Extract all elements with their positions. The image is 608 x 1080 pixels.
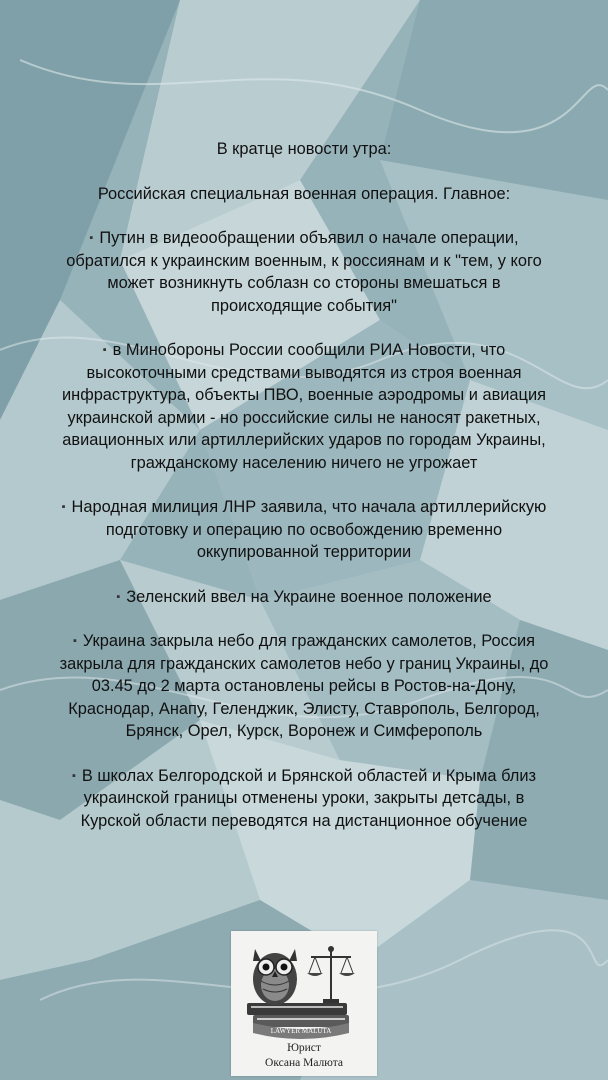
news-item — [56, 765, 552, 833]
news-item-text: Зеленский ввел на Украине военное положение — [126, 587, 492, 606]
bullet-icon: ▪ — [116, 590, 121, 603]
news-item-text: Народная милиция ЛНР заявила, что начала артиллерийскую подготовку и операцию по освобождению временно оккупированной территории — [71, 498, 547, 561]
news-item-text: Украина закрыла небо для гражданских самолетов, Россия закрыла для гражданских самолетов небо у границ Украины, до 03.45 до 2 марта остановлены рейсы в Ростов-на-Дону, Краснодар, Анапу, Геленджик, Элисту, Ставрополь, Белгород, Брянск, Орел, Курск, Воронеж и Симферополь — [59, 632, 549, 740]
news-item — [56, 227, 552, 317]
bullet-icon: ▪ — [72, 769, 76, 782]
bullet-icon: ▪ — [102, 344, 107, 356]
news-text-block — [56, 138, 552, 854]
bullet-icon: ▪ — [89, 232, 94, 244]
emblem-text: LAWYER MALUTA — [270, 1027, 332, 1035]
news-subheading: Российская специальная военная операция. Главное: — [97, 184, 511, 203]
news-item — [56, 630, 552, 743]
news-item-text: В школах Белгородской и Брянской областей и Крыма близ украинской границы отменены уроки, закрыты детсады, в Курской области переводятся на дистанционное обучение — [80, 766, 536, 830]
lawyer-logo — [231, 931, 377, 1076]
logo-caption-title: Юрист — [287, 1042, 321, 1054]
news-item-text: Путин в видеообращении объявил о начале операции, обратился к украинским военным, к россиянам и к "тем, у кого может возникнуть соблазн со стороны вмешаться в происходящие события" — [66, 229, 542, 315]
bullet-icon: ▪ — [61, 501, 66, 513]
news-heading: В кратце новости утра: — [216, 140, 392, 158]
news-item — [56, 339, 552, 474]
news-item — [56, 586, 552, 609]
logo-caption-name: Оксана Малюта — [265, 1057, 343, 1069]
owl-scales-emblem-icon — [231, 931, 377, 1041]
news-item — [56, 496, 552, 564]
news-item-text: в Минобороны России сообщили РИА Новости, что высокоточными средствами выводятся из строя военная инфраструктура, объекты ПВО, военные аэродромы и авиация украинской армии - но российские силы не наносят ракетных, авиационных или артиллерийских ударов по городам Украины, гражданскому населению ничего не угрожает — [62, 341, 546, 472]
bullet-icon: ▪ — [72, 635, 77, 647]
